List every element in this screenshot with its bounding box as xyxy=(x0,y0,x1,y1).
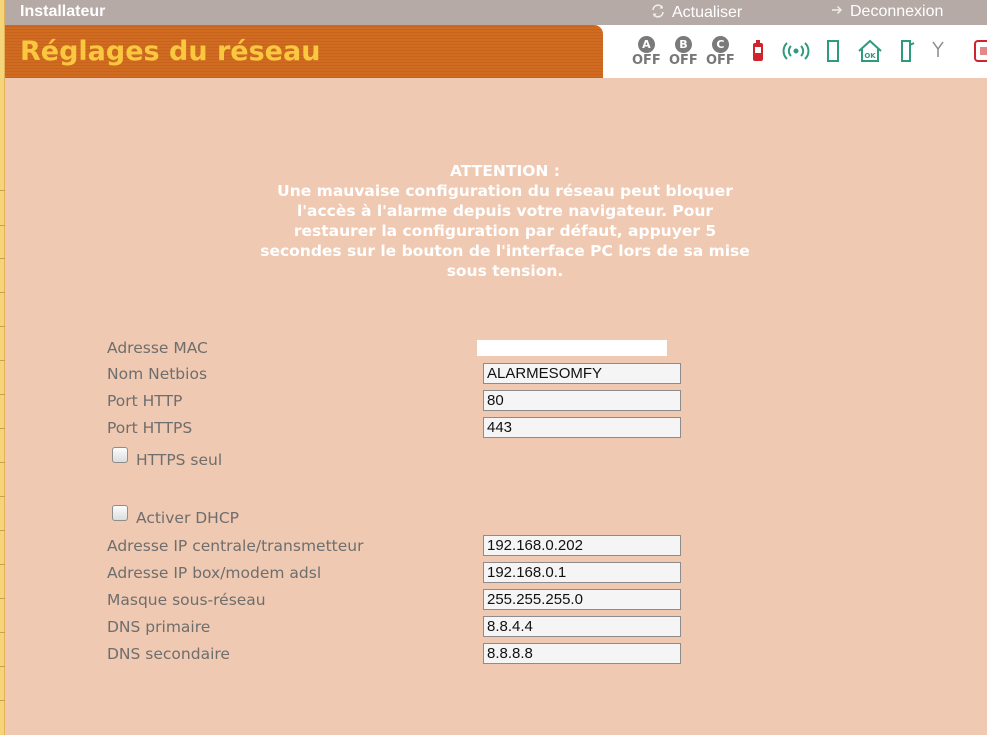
http-port-field[interactable] xyxy=(483,390,681,411)
logout-label: Deconnexion xyxy=(850,3,944,20)
subnet-mask-label: Masque sous-réseau xyxy=(107,591,266,609)
https-port-label: Port HTTPS xyxy=(107,419,193,437)
zone-b-icon: B xyxy=(675,36,692,53)
arrow-right-icon xyxy=(830,3,844,21)
refresh-label: Actualiser xyxy=(672,4,743,21)
dns-secondary-label: DNS secondaire xyxy=(107,645,230,663)
zone-a-state: OFF xyxy=(632,53,661,68)
user-role-label: Installateur xyxy=(20,3,106,20)
camera-icon xyxy=(973,39,987,68)
zone-c-state: OFF xyxy=(706,53,735,68)
antenna-icon xyxy=(930,39,946,68)
dhcp-label: Activer DHCP xyxy=(136,509,240,527)
radio-signal-icon xyxy=(781,39,811,68)
ip-central-label: Adresse IP centrale/transmetteur xyxy=(107,537,364,555)
mac-field[interactable] xyxy=(477,340,667,356)
netbios-field[interactable] xyxy=(483,363,681,384)
zone-c-icon: C xyxy=(712,36,729,53)
top-bar xyxy=(5,0,987,25)
attention-heading: ATTENTION : xyxy=(450,162,560,180)
zone-b-status xyxy=(669,25,698,78)
http-port-label: Port HTTP xyxy=(107,392,183,410)
page-title: Réglages du réseau xyxy=(20,36,321,67)
page-header xyxy=(5,25,987,78)
attention-message: Une mauvaise configuration du réseau peut bloquer l'accès à l'alarme depuis votre navigateur. Pour restaurer la configuration par défaut, appuyer 5 secondes sur le bouton de l'interface PC lors de sa mise sous tension. xyxy=(260,182,750,280)
zone-b-state: OFF xyxy=(669,53,698,68)
netbios-label: Nom Netbios xyxy=(107,365,208,383)
dns-primary-label: DNS primaire xyxy=(107,618,211,636)
https-only-checkbox[interactable] xyxy=(112,447,128,463)
https-port-field[interactable] xyxy=(483,417,681,438)
door-open-icon xyxy=(900,39,916,68)
mac-label: Adresse MAC xyxy=(107,339,208,357)
battery-icon xyxy=(751,39,765,68)
door-contact-icon xyxy=(826,39,840,68)
title-tab xyxy=(5,25,603,78)
svg-text:OK: OK xyxy=(864,52,876,60)
dns-primary-field[interactable] xyxy=(483,616,681,637)
refresh-icon xyxy=(650,3,666,23)
zone-a-status xyxy=(632,25,661,78)
left-sidebar-strip xyxy=(0,0,5,735)
subnet-mask-field[interactable] xyxy=(483,589,681,610)
attention-notice xyxy=(255,161,755,281)
zone-c-status xyxy=(706,25,735,78)
dns-secondary-field[interactable] xyxy=(483,643,681,664)
dhcp-checkbox[interactable] xyxy=(112,505,128,521)
ip-box-label: Adresse IP box/modem adsl xyxy=(107,564,322,582)
refresh-link[interactable] xyxy=(650,3,742,23)
home-ok-icon xyxy=(857,39,883,68)
https-only-label: HTTPS seul xyxy=(136,451,223,469)
logout-link[interactable] xyxy=(830,3,943,21)
ip-box-field[interactable] xyxy=(483,562,681,583)
ip-central-field[interactable] xyxy=(483,535,681,556)
zone-a-icon: A xyxy=(638,36,655,53)
